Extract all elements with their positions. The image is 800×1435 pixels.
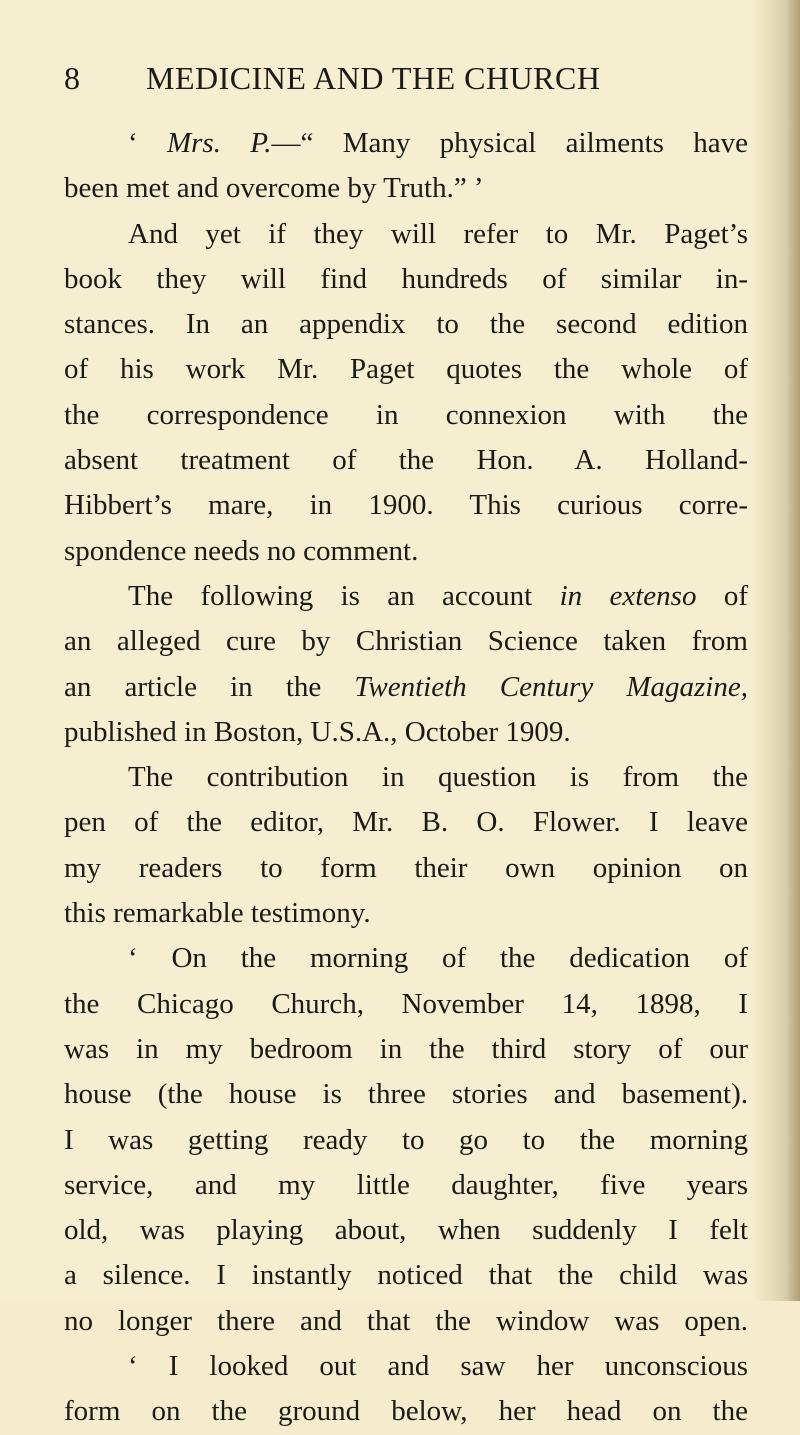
text-run: ‘ On the morning of the dedication of [128, 942, 748, 975]
text-run: my readers to form their own opinion on [64, 851, 748, 884]
text-line [64, 574, 748, 619]
text-run: an alleged cure by Christian Science taken from [64, 625, 748, 658]
text-line [64, 1299, 748, 1344]
text-run: spondence needs no comment. [64, 534, 419, 567]
running-head [64, 55, 744, 101]
text-line [64, 665, 748, 710]
running-title: MEDICINE AND THE CHURCH [146, 60, 601, 96]
text-line [64, 257, 748, 302]
text-run: been met and overcome by Truth.” ’ [64, 172, 484, 205]
text-run: The contribution in question is from the [128, 761, 748, 794]
text-line [64, 1389, 748, 1434]
text-run: house (the house is three stories and basement). [64, 1078, 748, 1111]
text-run: service, and my little daughter, five years [64, 1168, 748, 1201]
text-line [64, 393, 748, 438]
text-run: Hibbert’s mare, in 1900. This curious corre- [64, 489, 748, 522]
text-run: this remarkable testimony. [64, 897, 371, 930]
text-line [64, 1208, 748, 1253]
italic-text: in extenso [559, 579, 697, 612]
text-line [64, 212, 748, 257]
text-line [64, 755, 748, 800]
text-run: I was getting ready to go to the morning [64, 1123, 748, 1156]
text-run: no longer there and that the window was open. [64, 1304, 748, 1337]
page-edge-shadow [786, 0, 800, 1301]
body-text [64, 121, 748, 1435]
text-run: ‘ [128, 127, 167, 159]
text-line [64, 936, 748, 981]
text-line [64, 1253, 748, 1298]
text-run: published in Boston, U.S.A., October 1909. [64, 715, 571, 748]
text-line [64, 1072, 748, 1117]
text-line [64, 800, 748, 845]
text-line [64, 529, 748, 574]
text-run: —“ Many physical ailments have [271, 127, 748, 159]
text-line [64, 121, 748, 166]
text-run: form on the ground below, her head on the [64, 1395, 748, 1428]
text-run: the correspondence in connexion with the [64, 398, 748, 431]
italic-text: Mrs. P. [166, 127, 272, 159]
text-line [64, 1163, 748, 1208]
text-run: an article in the [64, 670, 355, 703]
text-run: stances. In an appendix to the second edition [64, 308, 748, 341]
text-run: of his work Mr. Paget quotes the whole of [64, 353, 748, 386]
text-line [64, 302, 748, 347]
text-line [64, 846, 748, 891]
text-run: was in my bedroom in the third story of our [64, 1032, 748, 1065]
text-run: ‘ I looked out and saw her unconscious [128, 1350, 748, 1383]
text-run: pen of the editor, Mr. B. O. Flower. I leave [64, 806, 748, 839]
text-line [64, 347, 748, 392]
text-run: book they will find hundreds of similar in- [64, 262, 748, 295]
text-run: absent treatment of the Hon. A. Holland- [64, 444, 748, 477]
page-number: 8 [64, 60, 81, 96]
text-line [64, 483, 748, 528]
text-run: a silence. I instantly noticed that the child was [64, 1259, 748, 1292]
text-run: The following is an account [128, 579, 560, 612]
text-line [64, 710, 748, 755]
text-line [64, 438, 748, 483]
text-line [64, 982, 748, 1027]
text-run: the Chicago Church, November 14, 1898, I [64, 987, 748, 1020]
text-line [64, 1344, 748, 1389]
text-run: And yet if they will refer to Mr. Paget’s [128, 217, 748, 250]
italic-text: Twentieth Century Magazine, [354, 670, 748, 703]
text-run: old, was playing about, when suddenly I felt [64, 1214, 748, 1247]
text-line [64, 1118, 748, 1163]
text-run: of [696, 579, 748, 612]
text-line [64, 1027, 748, 1072]
text-line [64, 891, 748, 936]
text-line [64, 619, 748, 664]
text-line [64, 166, 748, 211]
